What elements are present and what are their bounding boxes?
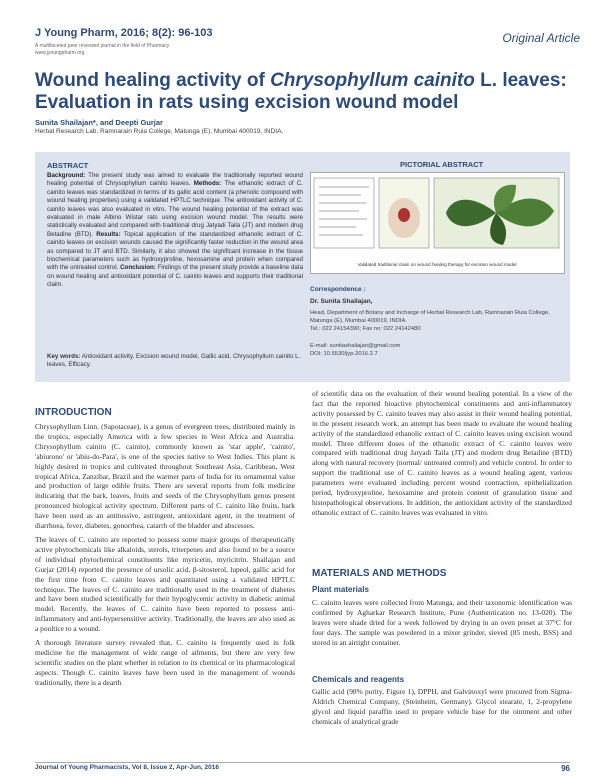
abstract-heading: ABSTRACT <box>47 161 89 170</box>
authors: Sunita Shailajan*, and Deepti Gurjar <box>35 118 163 127</box>
chemicals-text: Gallic acid (98% purity, Figure 1), DPPH, and Galvinoxyl were procured from Sigma-Aldrich Chemical Company, (Steinheim, Germany). Glycol stearate, 1, 2-propylene glycol and liquid paraffin used to prepare vehicle base for the ointment and other chemicals of analytical grade <box>312 687 572 726</box>
intro-paragraph-1: Chrysophyllum Linn. (Sapotaceae), is a genus of evergreen trees, distributed mainly in the tropics, especially America with a few species in West Africa and Australia. Chrysophyllum cainito (C. cainito), commonly known as 'star apple', 'cainito', 'abiurono' or 'abiu-do-Para', is one of the species native to West Indies. This plant is highly desired in tropics and cultivated throughout Southeast Asia, Caribbean, West tropical Africa, Zanzibar, Brazil and the warmer parts of India for its ornamental value and production of large edible fruits. There are several reports from folk medicine indicating that the bark, leaves, fruits and seeds of the Chrysophyllum genus present pronounced biological activity spectrum. Different parts of C. cainito like fruits, bark have been used as an antitussive, astringent, antioxidant agent, in the treatment of diarrhoea, fever, diabetes, gonorrhea, catarrh of the bladder and abscesses. <box>35 422 295 531</box>
journal-citation: J Young Pharm, 2016; 8(2): 96-103 <box>35 27 213 39</box>
title-suffix: L. leaves: <box>474 70 567 91</box>
page-number: 96 <box>561 764 570 773</box>
doi-link[interactable]: DOI: 10.5530/jyp.2016.2.7 <box>310 351 378 357</box>
intro-paragraph-2: The leaves of C. cainito are reported to possess some major groups of therapeutically active phytochemicals like alkaloids, sterols, triterpenes and also found to be a source of individual phytochemical constituents like myricetin, myricitrin. Shailajan and Gurjar (2014) reported the presence of ursolic acid, β-sitosterol, lupeol, gallic acid for the first time from C. cainito leaves and quantitated using a validated HPTLC technique. The leaves of C. cainito are traditionally used in the treatment of diabetes and have been studied scientifically for their hypoglycemic activity in diabetic animal model. Recently, the leaves of C. cainito have been reported to possess anti-inflammatory and anti-hypersensitive activity. Traditionally, the leaves are also used as a poultice to a wound. <box>35 534 295 634</box>
paper-title <box>35 70 575 114</box>
keywords <box>47 353 303 370</box>
wound-mark <box>398 208 410 222</box>
correspondence-email[interactable]: E-mail: sunitashailajan@gmail.com <box>310 343 401 349</box>
pictorial-abstract-image <box>310 172 565 274</box>
pictorial-caption: Validated traditional claim on wound healing therapy for excision wound model <box>357 262 517 267</box>
intro-paragraph-3: A thorough literature survey revealed that, C. cainito is frequently used in folk medicine for the management of wide range of ailments, but there are very few scientific studies on the plant whether in relation to its chemical or its pharmacological aspects. Though C. cainito leaves have been used in the management of wounds traditionally, there is a dearth <box>35 638 295 687</box>
correspondence-name: Dr. Sunita Shailajan, <box>310 298 373 305</box>
title-species: Chrysophyllum cainito <box>270 70 475 91</box>
footer-journal: Journal of Young Pharmacists, Vol 8, Issue 2, Apr-Jun, 2016 <box>35 764 219 771</box>
abstract-body <box>47 172 303 290</box>
right-column <box>312 389 572 522</box>
pictorial-abstract-heading: PICTORIAL ABSTRACT <box>400 160 484 169</box>
correspondence-heading: Correspondence : <box>310 286 366 293</box>
results-label: Results: <box>96 230 121 238</box>
article-type: Original Article <box>502 31 580 45</box>
col2-paragraph-1: of scientific data on the evaluation of their wound healing potential. In a view of the fact that the reported bioactive phytochemical constituents and anti-inflammatory activity possessed by C. cainito leaves may also assist in their wound healing potential, in the present research work, an attempt has been made to evaluate the wound healing activity of the standardized ethanolic extract of C. cainito leaves using excision wound model. Three different doses of the ethanolic extract of C. cainito leaves were compared with traditional drug Jatyadi Taila (JT) and modern drug Betadine (BTD) along with natural recovery (normal/ untreated control) and vehicle control. In order to support the traditional use of C. cainito leaves as a wound healing agent, various parameters were evaluated including percent wound contraction, epithelialization period, hydroxyproline, hexosamine and protein content of granulation tissue and histopathological observations. In addition, the antioxidant activity of the standardized ethanolic extract of C. cainito leaves was evaluated in vitro. <box>312 389 572 517</box>
title-line-2: Evaluation in rats using excision wound model <box>35 92 459 113</box>
conclusion-text: Findings of the present study provide a baseline data on wound healing and antioxidant potential of C. cainito leaves and supports their traditional claim. <box>47 264 304 289</box>
title-prefix: Wound healing activity of <box>35 70 271 91</box>
introduction-column <box>35 422 295 692</box>
affiliation: Herbal Research Lab, Ramnarain Ruia College, Matunga (E), Mumbai 400019, INDIA. <box>35 128 284 135</box>
results-text: Topical application of the standardized ethanolic extract of C. cainito leaves on excision wounds caused the significantly faster reduction in the wound area as compared to JT and BTD. Similarly, it also showed the significant increase in the tissue biochemical parameters such as hydroxyproline, hexosamine and protein when compared with the untreated control. <box>47 230 303 272</box>
materials-methods-heading: MATERIALS AND METHODS <box>312 568 447 579</box>
correspondence-phone: Tel.: 022 24154390; Fax no: 022 24142480 <box>310 326 421 332</box>
plant-materials-heading: Plant materials <box>312 585 369 594</box>
conclusion-label: Conclusion: <box>120 264 156 272</box>
background-text: The present study was aimed to evaluate the traditionally reported wound healing potential of Chrysophyllum cainito leaves. <box>47 172 303 188</box>
background-label: Background: <box>47 172 86 179</box>
plant-materials-text: C. cainito leaves were collected from Matunga, and their taxonomic identification was confirmed by Agharkar Research Institute, Pune (Authentication no. 13-020). The leaves were shade dried for a week followed by drying in an oven preset at 37°C for four days. The sample was powdered in a mixer grinder, sieved (85 mesh, BSS) and stored in an airtight container. <box>312 598 572 647</box>
introduction-heading: INTRODUCTION <box>35 407 112 418</box>
methods-label: Methods: <box>193 180 222 188</box>
journal-website-link[interactable]: www.jyoungpharm.org <box>35 50 85 56</box>
journal-tagline: A multifaceted peer reviewed journal in the field of Pharmacy <box>35 43 170 49</box>
chemicals-heading: Chemicals and reagents <box>312 675 405 684</box>
footer-divider <box>35 762 570 763</box>
keywords-label: Key words: <box>47 353 81 360</box>
pictorial-abstract-figure <box>311 173 564 273</box>
correspondence-address-text: Head, Department of Botany and Incharge of Herbal Research Lab, Ramnarain Ruia College, Matunga (E), Mumbai 400019, INDIA. <box>310 310 550 324</box>
methods-text: The ethanolic extract of C. cainito leaves was standardized in terms of its gallic acid content (a phenolic compound with wound healing properties) using a validated HPTLC technique. The antioxidant activity of C. cainito leaves was also evaluated in vitro. The wound healing potential of the extract was evaluated in male Albino Wistar rats using excision wound model. The results were statistically evaluated and compared with traditional drug Jatyadi Taila (JT) and modern drug Betadine (BTD). <box>47 180 303 238</box>
keywords-text: Antioxidant activity, Excision wound model, Gallic acid, Chrysophyllum cainito L. leaves, Efficacy. <box>47 353 301 369</box>
flowchart-box <box>314 178 374 248</box>
correspondence-address <box>310 309 560 333</box>
